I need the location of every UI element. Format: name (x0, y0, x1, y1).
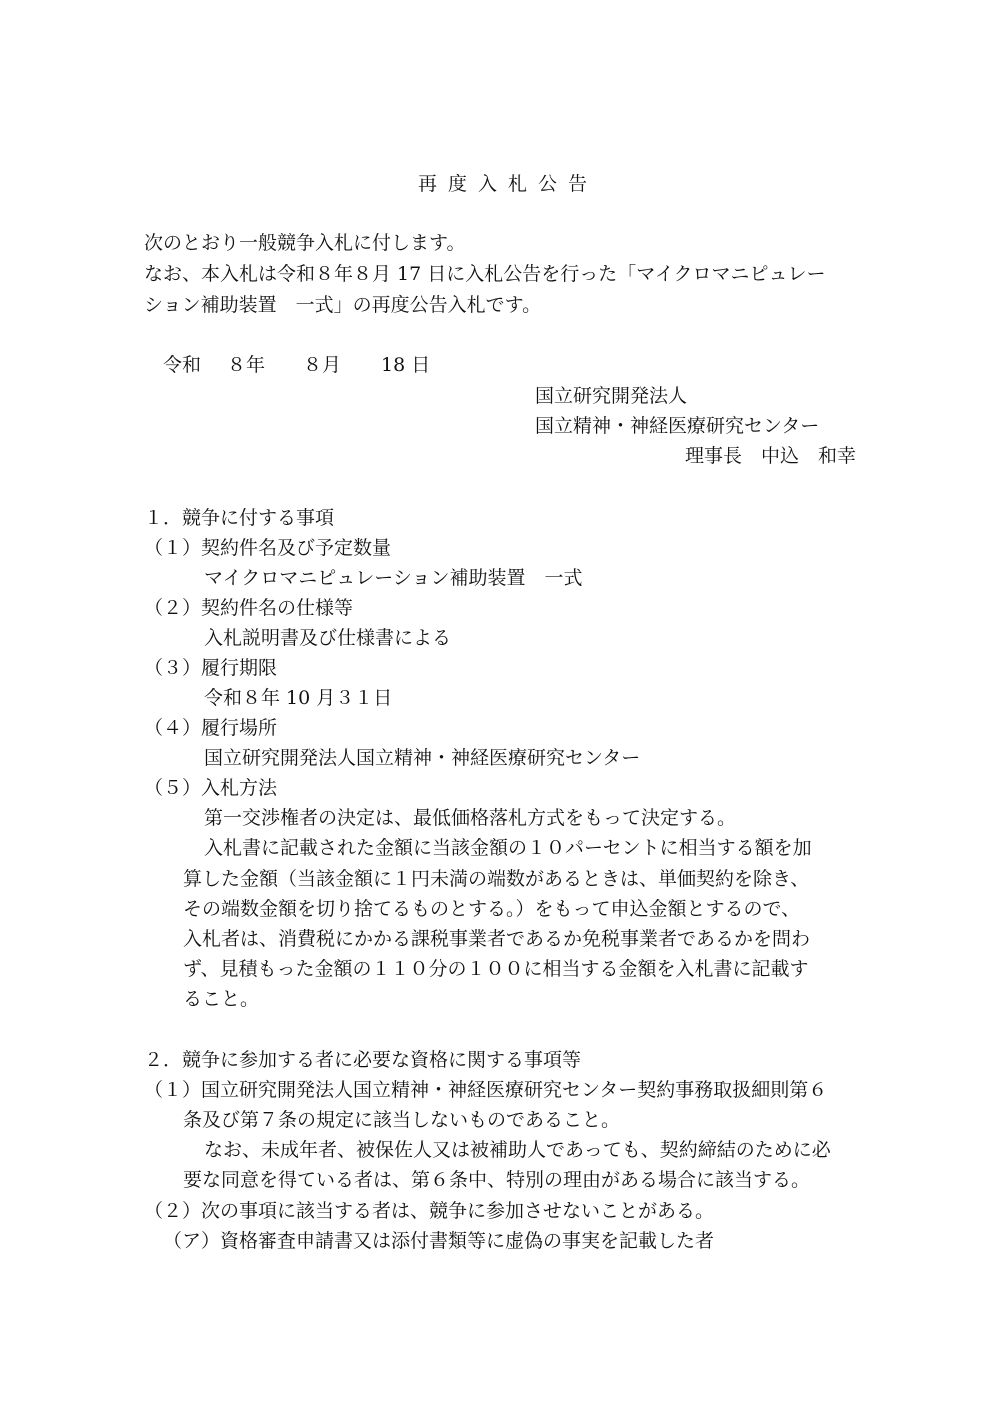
section-1-item-4-body: 国立研究開発法人国立精神・神経医療研究センター (204, 747, 641, 769)
section-2-item-2: （２）次の事項に該当する者は、競争に参加させないことがある。 (144, 1200, 715, 1222)
section-2-item-2-a: （ア）資格審査申請書又は添付書類等に虚偽の事実を記載した者 (163, 1230, 715, 1252)
section-2-item-1-line-1: （１）国立研究開発法人国立精神・神経医療研究センター契約事務取扱細則第６ (144, 1079, 828, 1101)
date-day: 18 日 (381, 354, 431, 376)
section-1-item-2-label: （２）契約件名の仕様等 (144, 597, 354, 619)
section-1-heading: １．競争に付する事項 (144, 507, 335, 529)
section-1-item-5-body-line-7: ること。 (183, 988, 260, 1010)
section-1-item-3-label: （３）履行期限 (144, 657, 278, 679)
section-1-item-5-body-line-4: その端数金額を切り捨てるものとする。）をもって申込金額とするので、 (183, 898, 801, 920)
section-1-item-5-body-line-1: 第一交渉権者の決定は、最低価格落札方式をもって決定する。 (204, 807, 737, 829)
section-1-item-5-body-line-5: 入札者は、消費税にかかる課税事業者であるか免税事業者であるかを問わ (183, 928, 811, 950)
section-1-item-4-label: （４）履行場所 (144, 717, 278, 739)
intro-line-3: ション補助装置 一式」の再度公告入札です。 (144, 294, 542, 316)
intro-line-1: 次のとおり一般競争入札に付します。 (144, 232, 466, 254)
section-1-item-5-body-line-2: 入札書に記載された金額に当該金額の１０パーセントに相当する額を加 (204, 837, 812, 859)
section-2-heading: ２．競争に参加する者に必要な資格に関する事項等 (144, 1049, 582, 1071)
issuer-person: 理事長 中込 和幸 (684, 445, 856, 467)
date-era: 令和 (163, 354, 202, 376)
issuer-org-1: 国立研究開発法人 (535, 385, 688, 407)
section-1-item-5-body-line-6: ず、見積もった金額の１１０分の１００に相当する金額を入札書に記載す (183, 958, 809, 980)
date-month: ８月 (303, 354, 342, 376)
issuer-org-2: 国立精神・神経医療研究センター (535, 415, 820, 437)
section-2-item-1-line-3: なお、未成年者、被保佐人又は被補助人であっても、契約締結のために必 (204, 1139, 831, 1161)
section-1-item-1-body: マイクロマニピュレーション補助装置 一式 (204, 567, 583, 589)
section-1-item-5-body-line-3: 算した金額（当該金額に１円未満の端数があるときは、単価契約を除き、 (183, 868, 810, 890)
section-1-item-1-label: （１）契約件名及び予定数量 (144, 537, 392, 559)
document-title: 再度入札公告 (417, 173, 598, 195)
date-year: ８年 (227, 354, 266, 376)
section-2-item-1-line-2: 条及び第７条の規定に該当しないものであること。 (183, 1109, 621, 1131)
section-2-item-1-line-4: 要な同意を得ている者は、第６条中、特別の理由がある場合に該当する。 (183, 1169, 811, 1191)
section-1-item-3-body: 令和８年 10 月３１日 (204, 687, 393, 709)
section-1-item-5-label: （５）入札方法 (144, 777, 278, 799)
intro-line-2: なお、本入札は令和８年８月 17 日に入札公告を行った「マイクロマニピュレー (144, 263, 826, 285)
section-1-item-2-body: 入札説明書及び仕様書による (204, 627, 452, 649)
